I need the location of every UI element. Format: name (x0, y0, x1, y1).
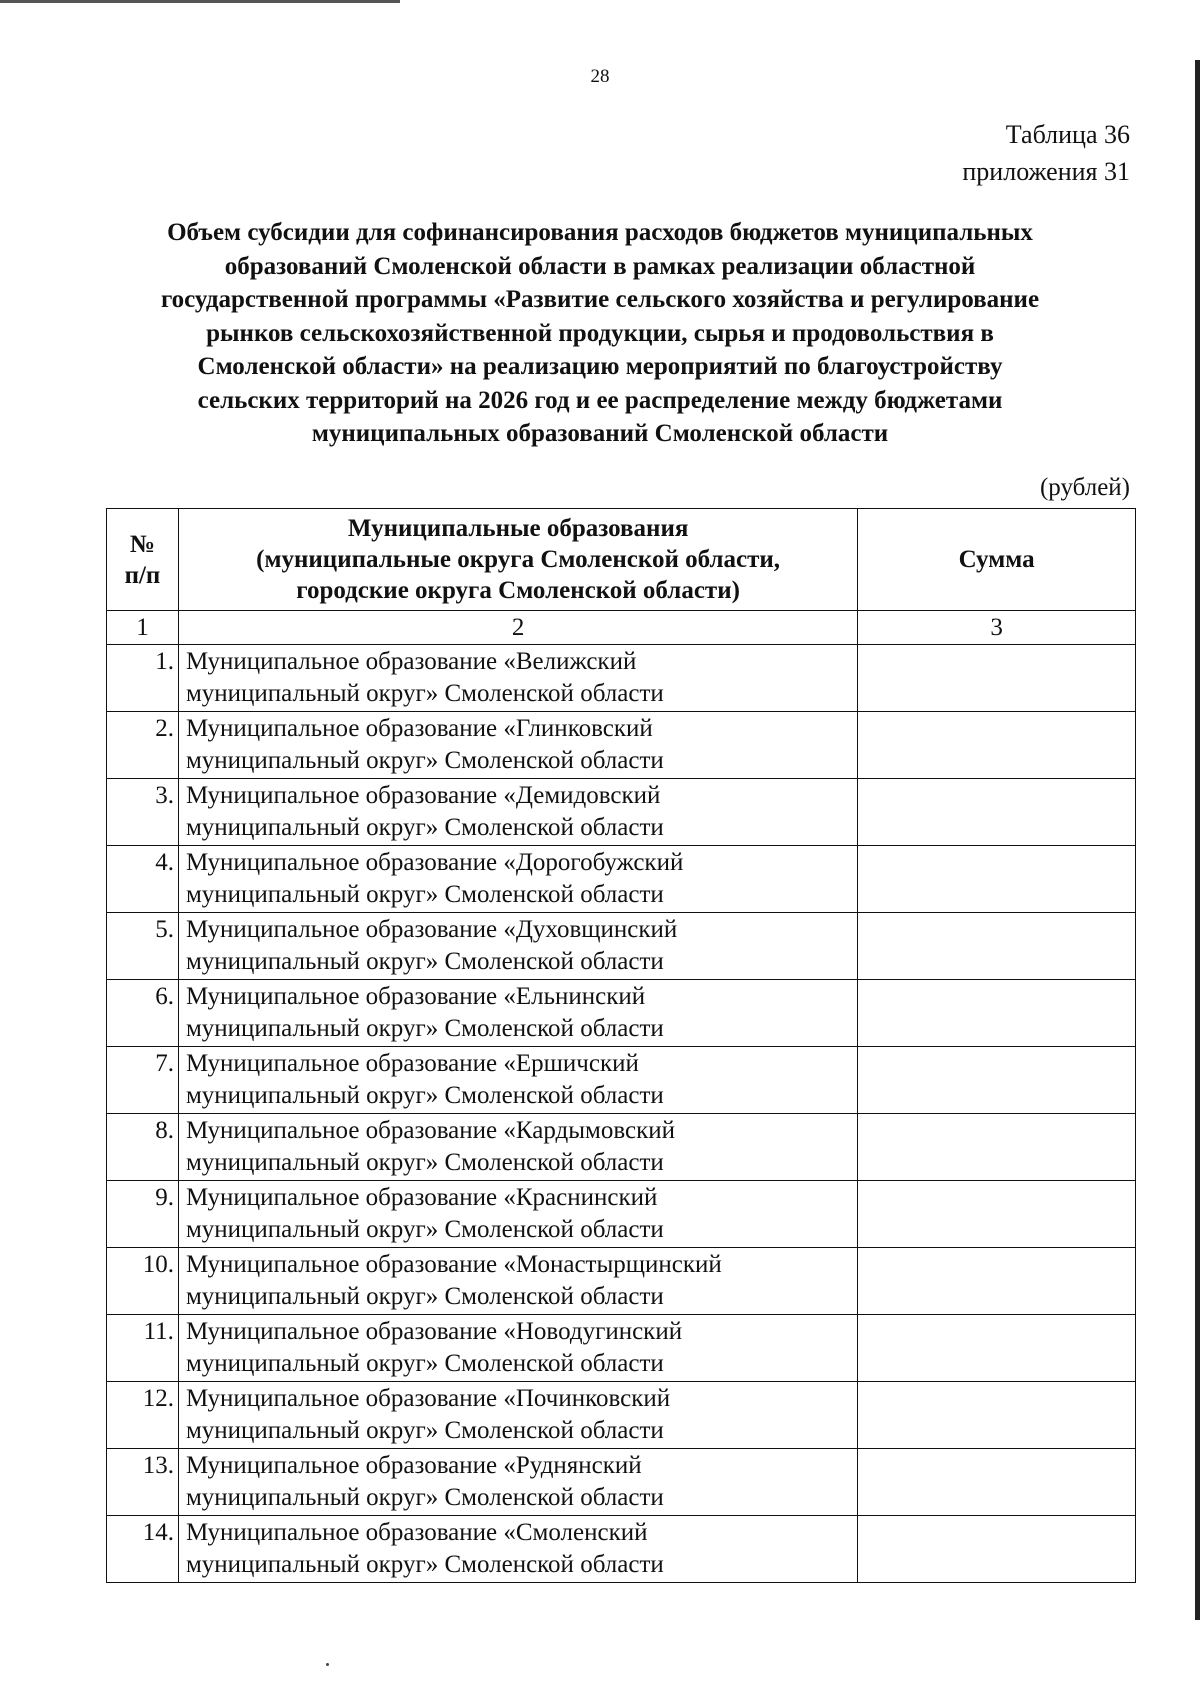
table-row (107, 1181, 1136, 1248)
header-municipality: Муниципальные образования (муниципальные округа Смоленской области, городские округа Смоленской области) (178, 509, 857, 611)
municipality-name (178, 1047, 857, 1114)
table-row (107, 645, 1136, 712)
title-line: Смоленской области» на реализацию мероприятий по благоустройству (197, 353, 1003, 380)
municipality-name-line: муниципальный округ» Смоленской области (185, 881, 664, 908)
column-number: 1 (107, 611, 179, 645)
document-title (100, 216, 1100, 451)
municipality-name (178, 1315, 857, 1382)
municipality-name-line: Муниципальное образование «Руднянский (185, 1452, 642, 1479)
municipality-name (178, 1248, 857, 1315)
municipality-name-line: Муниципальное образование «Дорогобужский (185, 849, 684, 876)
municipality-name (178, 1114, 857, 1181)
row-number: 13. (107, 1449, 179, 1516)
title-line: образований Смоленской области в рамках реализации областной (224, 252, 976, 280)
municipality-name (178, 712, 857, 779)
row-number: 6. (107, 980, 179, 1047)
table-row (107, 846, 1136, 913)
table-row (107, 1516, 1136, 1583)
header-number: № п/п (107, 509, 179, 611)
appendix-number: приложения 31 (962, 157, 1130, 186)
table-row (107, 1449, 1136, 1516)
sum-cell (858, 846, 1136, 913)
municipality-name-line: муниципальный округ» Смоленской области (185, 680, 664, 707)
row-number: 9. (107, 1181, 179, 1248)
units-label: (рублей) (1039, 474, 1130, 501)
sum-cell (858, 1248, 1136, 1315)
column-number-row (107, 611, 1136, 645)
municipality-name-line: муниципальный округ» Смоленской области (185, 948, 664, 975)
row-number: 8. (107, 1114, 179, 1181)
table-row (107, 913, 1136, 980)
page-number: 28 (590, 66, 610, 87)
sum-cell (858, 1114, 1136, 1181)
table-row (107, 1382, 1136, 1449)
sum-cell (858, 1181, 1136, 1248)
table-row (107, 1114, 1136, 1181)
municipality-name (178, 913, 857, 980)
table-row (107, 712, 1136, 779)
municipality-name (178, 779, 857, 846)
title-line: рынков сельскохозяйственной продукции, сырья и продовольствия в (206, 319, 994, 347)
sum-cell (858, 980, 1136, 1047)
municipality-name-line: Муниципальное образование «Краснинский (185, 1184, 658, 1211)
sum-cell (858, 913, 1136, 980)
scan-speck (326, 1663, 329, 1666)
title-line: сельских территорий на 2026 год и ее распределение между бюджетами (197, 386, 1003, 414)
row-number: 14. (107, 1516, 179, 1583)
municipality-name-line: Муниципальное образование «Ельнинский (185, 983, 646, 1010)
row-number: 4. (107, 846, 179, 913)
scan-edge-shadow (1195, 60, 1200, 1620)
municipality-name (178, 645, 857, 712)
municipality-name-line: муниципальный округ» Смоленской области (185, 1484, 664, 1511)
appendix-reference (962, 116, 1130, 190)
scan-edge-line (0, 0, 400, 3)
municipality-name-line: Муниципальное образование «Духовщинский (185, 916, 678, 943)
sum-cell (858, 1047, 1136, 1114)
row-number: 10. (107, 1248, 179, 1315)
title-line: Объем субсидии для софинансирования расходов бюджетов муниципальных (167, 219, 1033, 246)
row-number: 11. (107, 1315, 179, 1382)
table-row (107, 980, 1136, 1047)
municipality-name-line: муниципальный округ» Смоленской области (185, 1149, 664, 1176)
column-number: 2 (178, 611, 857, 645)
column-number: 3 (858, 611, 1136, 645)
municipality-name (178, 1382, 857, 1449)
row-number: 3. (107, 779, 179, 846)
row-number: 12. (107, 1382, 179, 1449)
municipality-name-line: муниципальный округ» Смоленской области (185, 1283, 664, 1310)
municipality-name-line: муниципальный округ» Смоленской области (185, 747, 664, 774)
title-line: государственной программы «Развитие сельского хозяйства и регулирование (160, 286, 1040, 313)
header-sum: Сумма (858, 509, 1136, 611)
municipality-name-line: муниципальный округ» Смоленской области (185, 1551, 664, 1578)
municipality-name (178, 980, 857, 1047)
row-number: 5. (107, 913, 179, 980)
municipality-name-line: муниципальный округ» Смоленской области (185, 1216, 664, 1243)
row-number: 7. (107, 1047, 179, 1114)
sum-cell (858, 712, 1136, 779)
row-number: 2. (107, 712, 179, 779)
municipality-name-line: муниципальный округ» Смоленской области (185, 1082, 664, 1109)
sum-cell (858, 1382, 1136, 1449)
municipality-name-line: муниципальный округ» Смоленской области (185, 1350, 664, 1377)
municipality-name-line: Муниципальное образование «Ершичский (185, 1050, 639, 1077)
municipality-name-line: Муниципальное образование «Новодугинский (185, 1318, 683, 1345)
sum-cell (858, 1315, 1136, 1382)
municipality-name-line: муниципальный округ» Смоленской области (185, 1015, 664, 1042)
subsidy-table (106, 508, 1136, 1583)
municipality-name-line: муниципальный округ» Смоленской области (185, 814, 664, 841)
table-header-row (107, 509, 1136, 611)
municipality-name (178, 846, 857, 913)
municipality-name (178, 1516, 857, 1583)
municipality-name-line: муниципальный округ» Смоленской области (185, 1417, 664, 1444)
table-row (107, 1047, 1136, 1114)
sum-cell (858, 1516, 1136, 1583)
municipality-name-line: Муниципальное образование «Починковский (185, 1385, 671, 1412)
municipality-name-line: Муниципальное образование «Демидовский (185, 782, 661, 809)
municipality-name-line: Муниципальное образование «Монастырщинский (185, 1251, 722, 1278)
table-row (107, 1248, 1136, 1315)
sum-cell (858, 779, 1136, 846)
table-row (107, 779, 1136, 846)
municipality-name (178, 1449, 857, 1516)
row-number: 1. (107, 645, 179, 712)
sum-cell (858, 645, 1136, 712)
title-line: муниципальных образований Смоленской области (311, 420, 889, 447)
table-reference: Таблица 36 (1005, 120, 1130, 149)
municipality-name-line: Муниципальное образование «Глинковский (185, 715, 653, 742)
sum-cell (858, 1449, 1136, 1516)
municipality-name-line: Муниципальное образование «Смоленский (185, 1519, 648, 1546)
municipality-name (178, 1181, 857, 1248)
table-row (107, 1315, 1136, 1382)
municipality-name-line: Муниципальное образование «Велижский (185, 648, 637, 675)
municipality-name-line: Муниципальное образование «Кардымовский (185, 1117, 675, 1144)
